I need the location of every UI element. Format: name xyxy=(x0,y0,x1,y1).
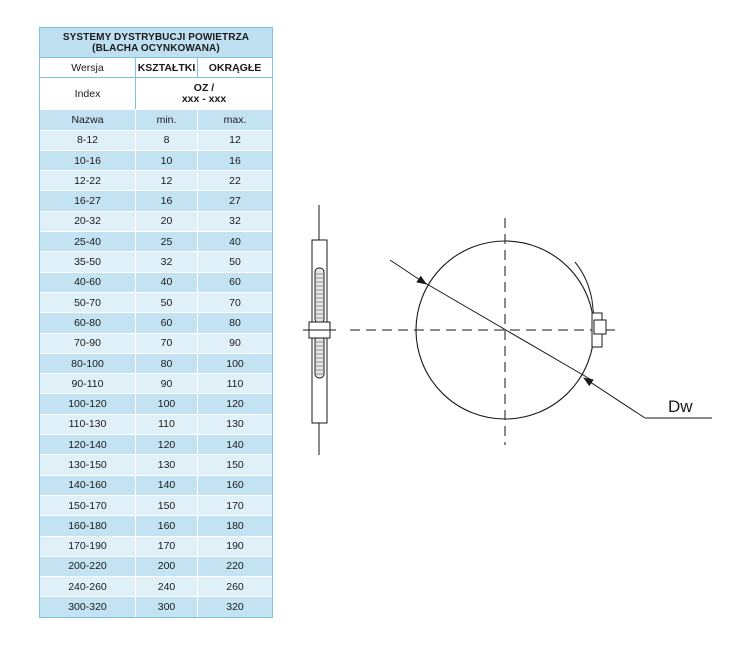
min-cell: 80 xyxy=(136,354,198,373)
diameter-label: Dw xyxy=(668,397,693,416)
min-cell: 240 xyxy=(136,577,198,596)
min-cell: 90 xyxy=(136,374,198,393)
size-name-cell: 100-120 xyxy=(40,394,136,413)
table-title-line1: SYSTEMY DYSTRYBUCJI POWIETRZA xyxy=(62,31,250,43)
size-name-cell: 200-220 xyxy=(40,557,136,576)
min-cell: 60 xyxy=(136,313,198,332)
size-name-cell: 50-70 xyxy=(40,293,136,312)
min-cell: 12 xyxy=(136,171,198,190)
max-cell: 120 xyxy=(226,398,244,411)
max-cell: 150 xyxy=(226,458,244,471)
size-name-cell: 10-16 xyxy=(40,151,136,170)
max-cell: 70 xyxy=(229,296,241,309)
max-cell: 90 xyxy=(229,337,241,350)
max-cell: 60 xyxy=(229,276,241,289)
version-fittings: KSZTAŁTKI xyxy=(136,58,198,77)
upper-slot xyxy=(315,268,324,323)
size-name-cell: 150-170 xyxy=(40,496,136,515)
size-name-cell: 110-130 xyxy=(40,415,136,434)
max-cell: 160 xyxy=(226,479,244,492)
clamp-front-view xyxy=(350,218,712,445)
max-cell: 32 xyxy=(229,215,241,228)
min-header: min. xyxy=(136,110,198,129)
min-cell: 150 xyxy=(136,496,198,515)
size-name-cell: 160-180 xyxy=(40,516,136,535)
min-cell: 120 xyxy=(136,435,198,454)
dimension-arrow-upper xyxy=(390,260,426,284)
max-cell: 190 xyxy=(226,540,244,553)
size-name-cell: 8-12 xyxy=(40,131,136,150)
min-cell: 300 xyxy=(136,597,198,616)
max-cell: 50 xyxy=(229,256,241,269)
max-cell: 40 xyxy=(229,235,241,248)
size-name-cell: 35-50 xyxy=(40,252,136,271)
max-cell: 110 xyxy=(226,377,244,390)
max-cell: 12 xyxy=(229,134,241,147)
size-name-cell: 20-32 xyxy=(40,212,136,231)
max-cell: 180 xyxy=(226,519,244,532)
size-name-cell: 300-320 xyxy=(40,597,136,616)
min-cell: 70 xyxy=(136,334,198,353)
screw-head xyxy=(594,320,606,334)
max-cell: 27 xyxy=(229,195,241,208)
max-cell: 320 xyxy=(226,601,244,614)
min-cell: 110 xyxy=(136,415,198,434)
version-round: OKRĄGŁE xyxy=(208,61,262,74)
max-cell: 220 xyxy=(226,560,244,573)
size-name-cell: 170-190 xyxy=(40,537,136,556)
size-name-cell: 70-90 xyxy=(40,334,136,353)
min-cell: 160 xyxy=(136,516,198,535)
size-name-cell: 40-60 xyxy=(40,273,136,292)
index-value-line1: OZ / xyxy=(193,81,215,94)
max-cell: 140 xyxy=(226,438,244,451)
min-cell: 8 xyxy=(136,131,198,150)
clamp-side-view xyxy=(303,205,336,455)
min-cell: 130 xyxy=(136,455,198,474)
max-cell: 80 xyxy=(229,316,241,329)
max-cell: 130 xyxy=(226,418,244,431)
min-cell: 20 xyxy=(136,212,198,231)
min-cell: 140 xyxy=(136,476,198,495)
min-cell: 40 xyxy=(136,273,198,292)
max-cell: 100 xyxy=(226,357,244,370)
size-name-cell: 16-27 xyxy=(40,191,136,210)
index-value-line2: xxx - xxx xyxy=(181,92,227,105)
size-name-cell: 240-260 xyxy=(40,577,136,596)
min-cell: 25 xyxy=(136,232,198,251)
size-name-cell: 25-40 xyxy=(40,232,136,251)
max-cell: 170 xyxy=(226,499,244,512)
min-cell: 32 xyxy=(136,252,198,271)
max-cell: 260 xyxy=(226,580,244,593)
dimension-arrow-lower xyxy=(584,378,645,418)
min-cell: 16 xyxy=(136,191,198,210)
size-name-cell: 80-100 xyxy=(40,354,136,373)
min-cell: 50 xyxy=(136,293,198,312)
size-name-cell: 60-80 xyxy=(40,313,136,332)
size-name-cell: 120-140 xyxy=(40,435,136,454)
table-title-line2: (BLACHA OCYNKOWANA) xyxy=(92,42,220,54)
size-name-cell: 130-150 xyxy=(40,455,136,474)
size-name-cell: 12-22 xyxy=(40,171,136,190)
min-cell: 170 xyxy=(136,537,198,556)
name-header: Nazwa xyxy=(40,110,136,129)
min-cell: 10 xyxy=(136,151,198,170)
index-label: Index xyxy=(40,78,136,109)
version-label: Wersja xyxy=(40,58,136,77)
max-cell: 16 xyxy=(229,154,241,167)
min-cell: 200 xyxy=(136,557,198,576)
min-cell: 100 xyxy=(136,394,198,413)
size-name-cell: 140-160 xyxy=(40,476,136,495)
max-header: max. xyxy=(223,113,247,126)
max-cell: 22 xyxy=(229,174,241,187)
size-name-cell: 90-110 xyxy=(40,374,136,393)
